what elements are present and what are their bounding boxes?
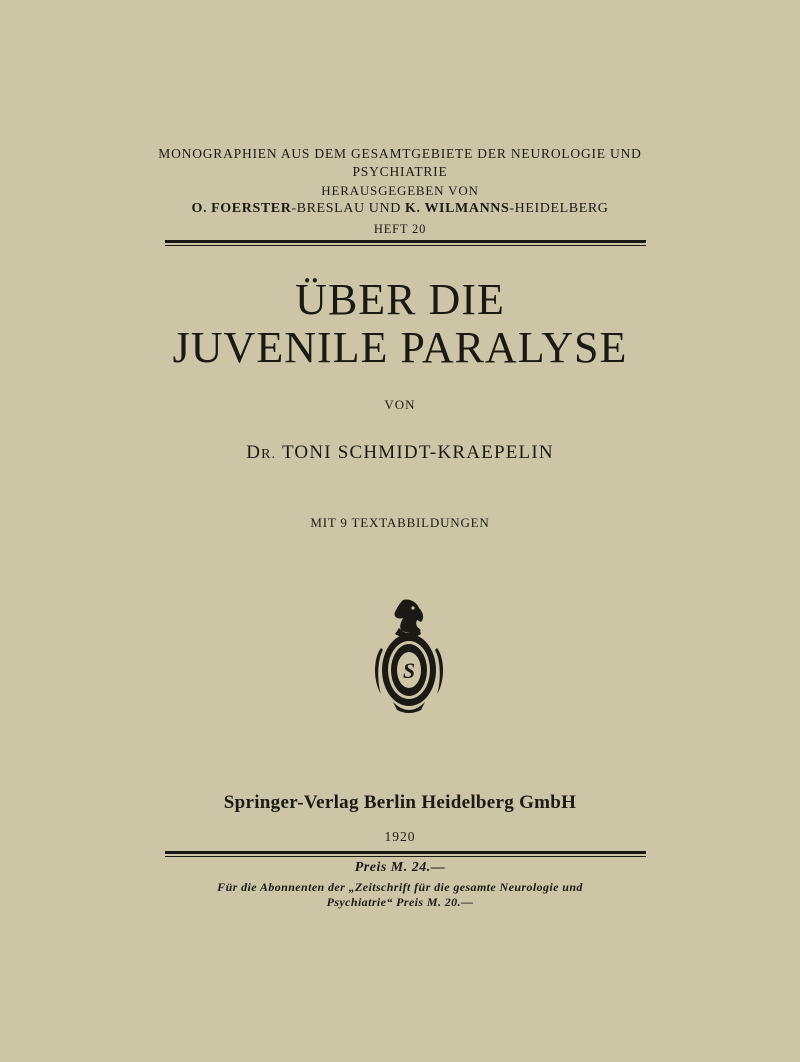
editor1-place: -BRESLAU UND [291, 201, 406, 216]
svg-text:S: S [402, 658, 416, 683]
bottom-rule-thin [165, 856, 646, 857]
illustrations-note: MIT 9 TEXTABBILDUNGEN [310, 515, 490, 530]
author-prefix-d: D [246, 442, 262, 463]
series-title-line2: PSYCHIATRIE [352, 164, 448, 179]
subscriber-price-line2: Psychiatrie“ Preis M. 20.— [326, 895, 474, 909]
top-rule-thick [165, 240, 646, 243]
editors [0, 201, 800, 217]
book-title-line2: JUVENILE PARALYSE [172, 323, 628, 372]
author-fullname: TONI SCHMIDT-KRAEPELIN [276, 442, 554, 463]
series-title-line1: MONOGRAPHIEN AUS DEM GESAMTGEBIETE DER NEUROLOGIE UND [158, 146, 642, 161]
editors-intro: HERAUSGEGEBEN VON [321, 183, 479, 198]
editor2-place: -HEIDELBERG [509, 201, 609, 216]
editor1-name: O. FOERSTER [191, 201, 292, 216]
subscriber-price-line1: Für die Abonnenten der „Zeitschrift für die gesamte Neurologie und [217, 880, 583, 894]
publisher: Springer-Verlag Berlin Heidelberg GmbH [223, 792, 577, 813]
by-label: VON [384, 397, 416, 412]
editor2-name: K. WILMANNS [405, 201, 510, 216]
bottom-rule-thick [165, 851, 646, 854]
top-rule-thin [165, 245, 646, 246]
publication-year: 1920 [384, 829, 416, 844]
author-name [0, 442, 800, 464]
issue-number: HEFT 20 [373, 222, 427, 236]
springer-knight-emblem-icon [373, 598, 443, 716]
book-title-line1: ÜBER DIE [295, 275, 505, 324]
author-prefix-r: R. [261, 447, 277, 462]
price-main: Preis M. 24.— [354, 860, 446, 875]
